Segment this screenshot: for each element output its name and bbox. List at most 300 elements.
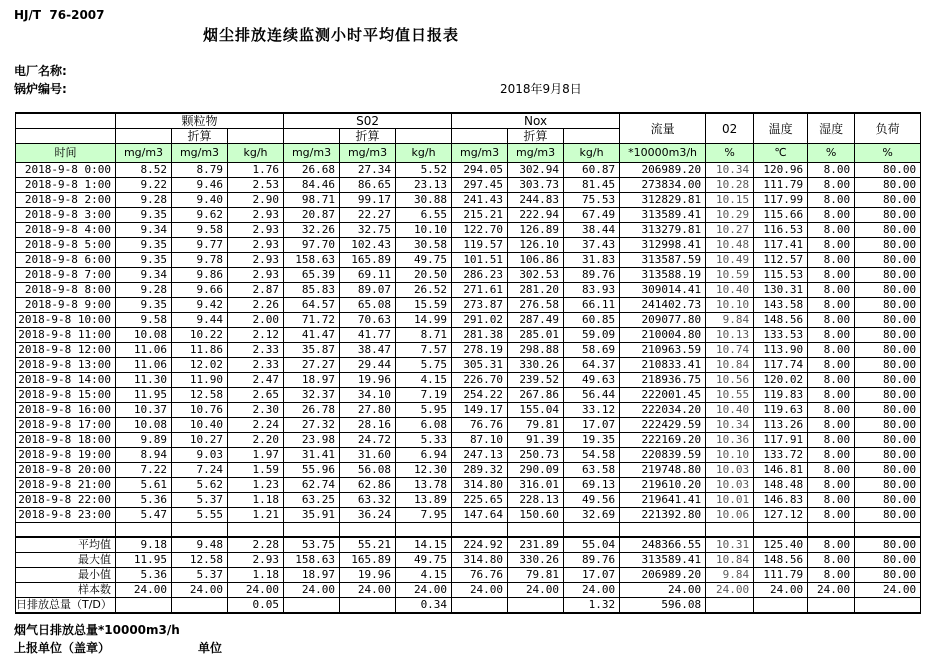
col-group-nox: Nox xyxy=(452,113,620,129)
time-column-header: 时间 xyxy=(16,144,116,163)
summary-label-cell: 最小值 xyxy=(16,568,116,583)
value-cell: 273834.00 xyxy=(620,178,706,193)
header-empty-cell xyxy=(116,129,172,144)
value-cell: 62.74 xyxy=(284,478,340,493)
summary-value-cell: 125.40 xyxy=(754,537,808,553)
time-cell: 2018-9-8 16:00 xyxy=(16,403,116,418)
value-cell: 2.12 xyxy=(228,328,284,343)
summary-value-cell: 148.56 xyxy=(754,553,808,568)
boiler-number-label: 锅炉编号: xyxy=(14,82,67,96)
value-cell: 10.56 xyxy=(706,373,754,388)
summary-row xyxy=(16,598,921,614)
value-cell: 67.49 xyxy=(564,208,620,223)
value-cell: 241402.73 xyxy=(620,298,706,313)
value-cell: 10.28 xyxy=(706,178,754,193)
value-cell: 290.09 xyxy=(508,463,564,478)
summary-value-cell: 596.08 xyxy=(620,598,706,614)
table-row xyxy=(16,238,921,253)
value-cell: 27.34 xyxy=(340,163,396,178)
value-cell: 10.08 xyxy=(116,328,172,343)
value-cell: 27.80 xyxy=(340,403,396,418)
value-cell: 6.94 xyxy=(396,448,452,463)
value-cell: 10.22 xyxy=(172,328,228,343)
table-row xyxy=(16,388,921,403)
value-cell: 6.08 xyxy=(396,418,452,433)
summary-value-cell: 2.28 xyxy=(228,537,284,553)
value-cell: 13.89 xyxy=(396,493,452,508)
summary-value-cell: 1.18 xyxy=(228,568,284,583)
value-cell: 49.56 xyxy=(564,493,620,508)
value-cell: 11.06 xyxy=(116,358,172,373)
value-cell: 148.56 xyxy=(754,313,808,328)
value-cell: 10.34 xyxy=(706,163,754,178)
summary-value-cell: 17.07 xyxy=(564,568,620,583)
table-row xyxy=(16,418,921,433)
value-cell: 241.43 xyxy=(452,193,508,208)
value-cell: 87.10 xyxy=(452,433,508,448)
summary-row xyxy=(16,553,921,568)
unit-label: 单位 xyxy=(198,641,223,655)
summary-label-cell: 平均值 xyxy=(16,537,116,553)
value-cell: 38.47 xyxy=(340,343,396,358)
summary-value-cell: 8.00 xyxy=(808,537,855,553)
value-cell: 20.50 xyxy=(396,268,452,283)
value-cell: 267.86 xyxy=(508,388,564,403)
value-cell: 8.00 xyxy=(808,448,855,463)
value-cell: 9.03 xyxy=(172,448,228,463)
time-cell: 2018-9-8 15:00 xyxy=(16,388,116,403)
value-cell: 303.73 xyxy=(508,178,564,193)
col-group-so2: S02 xyxy=(284,113,452,129)
value-cell: 9.28 xyxy=(116,193,172,208)
value-cell: 60.85 xyxy=(564,313,620,328)
value-cell: 225.65 xyxy=(452,493,508,508)
time-cell: 2018-9-8 8:00 xyxy=(16,283,116,298)
value-cell: 9.35 xyxy=(116,298,172,313)
value-cell: 291.02 xyxy=(452,313,508,328)
value-cell: 80.00 xyxy=(855,358,921,373)
summary-label-cell: 最大值 xyxy=(16,553,116,568)
unit-cell: *10000m3/h xyxy=(620,144,706,163)
time-cell: 2018-9-8 2:00 xyxy=(16,193,116,208)
summary-value-cell: 10.84 xyxy=(706,553,754,568)
summary-value-cell: 24.00 xyxy=(116,583,172,598)
summary-value-cell: 0.34 xyxy=(396,598,452,614)
value-cell: 8.00 xyxy=(808,208,855,223)
value-cell: 2.00 xyxy=(228,313,284,328)
summary-value-cell: 9.84 xyxy=(706,568,754,583)
unit-cell: mg/m3 xyxy=(172,144,228,163)
summary-value-cell: 24.00 xyxy=(396,583,452,598)
value-cell: 76.76 xyxy=(452,418,508,433)
plant-name-label: 电厂名称: xyxy=(14,64,67,78)
value-cell: 119.57 xyxy=(452,238,508,253)
summary-value-cell: 248366.55 xyxy=(620,537,706,553)
value-cell: 112.57 xyxy=(754,253,808,268)
value-cell: 4.15 xyxy=(396,373,452,388)
table-row xyxy=(16,493,921,508)
value-cell: 80.00 xyxy=(855,388,921,403)
value-cell: 9.78 xyxy=(172,253,228,268)
value-cell: 8.00 xyxy=(808,478,855,493)
table-row xyxy=(16,463,921,478)
value-cell: 250.73 xyxy=(508,448,564,463)
value-cell: 81.45 xyxy=(564,178,620,193)
table-row xyxy=(16,478,921,493)
value-cell: 8.00 xyxy=(808,298,855,313)
value-cell: 155.04 xyxy=(508,403,564,418)
value-cell: 313589.41 xyxy=(620,208,706,223)
summary-value-cell: 24.00 xyxy=(508,583,564,598)
value-cell: 83.93 xyxy=(564,283,620,298)
summary-value-cell: 24.00 xyxy=(284,583,340,598)
value-cell: 34.10 xyxy=(340,388,396,403)
header-empty-cell xyxy=(16,129,116,144)
value-cell: 117.41 xyxy=(754,238,808,253)
value-cell: 313279.81 xyxy=(620,223,706,238)
summary-value-cell: 24.00 xyxy=(808,583,855,598)
value-cell: 80.00 xyxy=(855,343,921,358)
value-cell: 80.00 xyxy=(855,373,921,388)
value-cell: 58.69 xyxy=(564,343,620,358)
value-cell: 146.83 xyxy=(754,493,808,508)
value-cell: 69.11 xyxy=(340,268,396,283)
value-cell: 330.26 xyxy=(508,358,564,373)
converted-label-pm: 折算 xyxy=(172,129,228,144)
value-cell: 10.10 xyxy=(396,223,452,238)
value-cell: 316.01 xyxy=(508,478,564,493)
value-cell: 9.89 xyxy=(116,433,172,448)
value-cell: 66.11 xyxy=(564,298,620,313)
value-cell: 222034.20 xyxy=(620,403,706,418)
value-cell: 215.21 xyxy=(452,208,508,223)
value-cell: 8.00 xyxy=(808,433,855,448)
value-cell: 7.95 xyxy=(396,508,452,523)
value-cell: 222.94 xyxy=(508,208,564,223)
table-row xyxy=(16,253,921,268)
value-cell: 120.96 xyxy=(754,163,808,178)
header-empty-cell xyxy=(16,113,116,129)
summary-row xyxy=(16,583,921,598)
value-cell: 59.09 xyxy=(564,328,620,343)
value-cell: 10.40 xyxy=(706,403,754,418)
value-cell: 7.19 xyxy=(396,388,452,403)
value-cell: 49.63 xyxy=(564,373,620,388)
value-cell: 148.48 xyxy=(754,478,808,493)
value-cell: 222169.20 xyxy=(620,433,706,448)
time-cell: 2018-9-8 7:00 xyxy=(16,268,116,283)
summary-value-cell: 49.75 xyxy=(396,553,452,568)
value-cell: 2.93 xyxy=(228,208,284,223)
value-cell: 309014.41 xyxy=(620,283,706,298)
value-cell: 65.08 xyxy=(340,298,396,313)
value-cell: 5.52 xyxy=(396,163,452,178)
summary-value-cell: 24.00 xyxy=(620,583,706,598)
time-cell: 2018-9-8 11:00 xyxy=(16,328,116,343)
table-row xyxy=(16,433,921,448)
summary-value-cell: 89.76 xyxy=(564,553,620,568)
value-cell: 10.76 xyxy=(172,403,228,418)
value-cell: 28.16 xyxy=(340,418,396,433)
value-cell: 31.60 xyxy=(340,448,396,463)
value-cell: 2.93 xyxy=(228,238,284,253)
summary-value-cell: 76.76 xyxy=(452,568,508,583)
value-cell: 2.33 xyxy=(228,343,284,358)
value-cell: 38.44 xyxy=(564,223,620,238)
value-cell: 8.79 xyxy=(172,163,228,178)
value-cell: 150.60 xyxy=(508,508,564,523)
value-cell: 10.55 xyxy=(706,388,754,403)
header-empty-cell xyxy=(396,129,452,144)
value-cell: 209077.80 xyxy=(620,313,706,328)
value-cell: 8.00 xyxy=(808,163,855,178)
value-cell: 10.74 xyxy=(706,343,754,358)
value-cell: 32.26 xyxy=(284,223,340,238)
summary-value-cell: 14.15 xyxy=(396,537,452,553)
value-cell: 9.35 xyxy=(116,253,172,268)
value-cell: 294.05 xyxy=(452,163,508,178)
table-row xyxy=(16,268,921,283)
summary-value-cell: 314.80 xyxy=(452,553,508,568)
value-cell: 9.66 xyxy=(172,283,228,298)
value-cell: 8.94 xyxy=(116,448,172,463)
summary-value-cell xyxy=(706,598,754,614)
value-cell: 206989.20 xyxy=(620,163,706,178)
value-cell: 14.99 xyxy=(396,313,452,328)
value-cell: 5.62 xyxy=(172,478,228,493)
value-cell: 63.25 xyxy=(284,493,340,508)
summary-value-cell: 79.81 xyxy=(508,568,564,583)
table-row xyxy=(16,328,921,343)
table-row xyxy=(16,373,921,388)
value-cell: 10.40 xyxy=(172,418,228,433)
value-cell: 8.00 xyxy=(808,253,855,268)
value-cell: 9.40 xyxy=(172,193,228,208)
value-cell: 84.46 xyxy=(284,178,340,193)
value-cell: 8.00 xyxy=(808,493,855,508)
value-cell: 9.44 xyxy=(172,313,228,328)
value-cell: 2.30 xyxy=(228,403,284,418)
summary-value-cell: 231.89 xyxy=(508,537,564,553)
value-cell: 36.24 xyxy=(340,508,396,523)
summary-value-cell: 24.00 xyxy=(706,583,754,598)
summary-value-cell xyxy=(340,598,396,614)
header-empty-cell xyxy=(284,129,340,144)
value-cell: 11.90 xyxy=(172,373,228,388)
value-cell: 7.22 xyxy=(116,463,172,478)
unit-cell: mg/m3 xyxy=(340,144,396,163)
value-cell: 33.12 xyxy=(564,403,620,418)
summary-value-cell: 80.00 xyxy=(855,537,921,553)
value-cell: 286.23 xyxy=(452,268,508,283)
summary-value-cell xyxy=(508,598,564,614)
value-cell: 9.42 xyxy=(172,298,228,313)
value-cell: 8.00 xyxy=(808,193,855,208)
summary-value-cell xyxy=(284,598,340,614)
time-cell: 2018-9-8 22:00 xyxy=(16,493,116,508)
value-cell: 8.00 xyxy=(808,463,855,478)
value-cell: 80.00 xyxy=(855,463,921,478)
table-row xyxy=(16,193,921,208)
value-cell: 2.20 xyxy=(228,433,284,448)
value-cell: 26.68 xyxy=(284,163,340,178)
value-cell: 297.45 xyxy=(452,178,508,193)
value-cell: 8.00 xyxy=(808,388,855,403)
unit-cell: % xyxy=(808,144,855,163)
value-cell: 37.43 xyxy=(564,238,620,253)
value-cell: 2.26 xyxy=(228,298,284,313)
value-cell: 9.35 xyxy=(116,238,172,253)
value-cell: 7.24 xyxy=(172,463,228,478)
value-cell: 62.86 xyxy=(340,478,396,493)
value-cell: 80.00 xyxy=(855,283,921,298)
value-cell: 91.39 xyxy=(508,433,564,448)
value-cell: 219610.20 xyxy=(620,478,706,493)
value-cell: 273.87 xyxy=(452,298,508,313)
value-cell: 10.59 xyxy=(706,268,754,283)
value-cell: 98.71 xyxy=(284,193,340,208)
value-cell: 127.12 xyxy=(754,508,808,523)
value-cell: 80.00 xyxy=(855,268,921,283)
value-cell: 10.01 xyxy=(706,493,754,508)
value-cell: 86.65 xyxy=(340,178,396,193)
value-cell: 31.41 xyxy=(284,448,340,463)
value-cell: 8.00 xyxy=(808,508,855,523)
time-cell: 2018-9-8 13:00 xyxy=(16,358,116,373)
summary-value-cell: 12.58 xyxy=(172,553,228,568)
value-cell: 111.79 xyxy=(754,178,808,193)
value-cell: 278.19 xyxy=(452,343,508,358)
value-cell: 254.22 xyxy=(452,388,508,403)
value-cell: 10.37 xyxy=(116,403,172,418)
summary-label-cell: 日排放总量（T/D） xyxy=(16,598,116,614)
table-row xyxy=(16,223,921,238)
value-cell: 8.00 xyxy=(808,358,855,373)
value-cell: 276.58 xyxy=(508,298,564,313)
value-cell: 2.65 xyxy=(228,388,284,403)
unit-cell: kg/h xyxy=(564,144,620,163)
summary-value-cell: 5.37 xyxy=(172,568,228,583)
value-cell: 19.35 xyxy=(564,433,620,448)
value-cell: 9.22 xyxy=(116,178,172,193)
value-cell: 8.00 xyxy=(808,283,855,298)
flow-total-note: 烟气日排放总量*10000m3/h xyxy=(14,623,180,637)
value-cell: 10.03 xyxy=(706,478,754,493)
value-cell: 41.77 xyxy=(340,328,396,343)
summary-value-cell: 11.95 xyxy=(116,553,172,568)
value-cell: 210004.80 xyxy=(620,328,706,343)
summary-value-cell: 24.00 xyxy=(855,583,921,598)
value-cell: 8.00 xyxy=(808,343,855,358)
value-cell: 10.13 xyxy=(706,328,754,343)
value-cell: 1.23 xyxy=(228,478,284,493)
value-cell: 9.34 xyxy=(116,223,172,238)
header-group-row xyxy=(16,113,921,129)
value-cell: 13.78 xyxy=(396,478,452,493)
value-cell: 64.37 xyxy=(564,358,620,373)
value-cell: 119.83 xyxy=(754,388,808,403)
value-cell: 10.40 xyxy=(706,283,754,298)
value-cell: 70.63 xyxy=(340,313,396,328)
value-cell: 298.88 xyxy=(508,343,564,358)
table-row xyxy=(16,313,921,328)
value-cell: 281.20 xyxy=(508,283,564,298)
summary-value-cell xyxy=(452,598,508,614)
value-cell: 113.26 xyxy=(754,418,808,433)
value-cell: 133.53 xyxy=(754,328,808,343)
value-cell: 64.57 xyxy=(284,298,340,313)
value-cell: 5.95 xyxy=(396,403,452,418)
summary-value-cell: 4.15 xyxy=(396,568,452,583)
header-empty-cell xyxy=(228,129,284,144)
summary-value-cell: 19.96 xyxy=(340,568,396,583)
table-row xyxy=(16,403,921,418)
summary-value-cell: 330.26 xyxy=(508,553,564,568)
value-cell: 2.33 xyxy=(228,358,284,373)
time-cell: 2018-9-8 23:00 xyxy=(16,508,116,523)
value-cell: 106.86 xyxy=(508,253,564,268)
value-cell: 8.00 xyxy=(808,418,855,433)
value-cell: 80.00 xyxy=(855,328,921,343)
value-cell: 27.27 xyxy=(284,358,340,373)
value-cell: 130.31 xyxy=(754,283,808,298)
value-cell: 97.70 xyxy=(284,238,340,253)
value-cell: 30.88 xyxy=(396,193,452,208)
summary-value-cell: 80.00 xyxy=(855,568,921,583)
value-cell: 69.13 xyxy=(564,478,620,493)
table-row xyxy=(16,508,921,523)
value-cell: 10.10 xyxy=(706,448,754,463)
value-cell: 312829.81 xyxy=(620,193,706,208)
value-cell: 2.90 xyxy=(228,193,284,208)
value-cell: 80.00 xyxy=(855,223,921,238)
value-cell: 10.36 xyxy=(706,433,754,448)
value-cell: 119.63 xyxy=(754,403,808,418)
table-row xyxy=(16,178,921,193)
value-cell: 23.98 xyxy=(284,433,340,448)
value-cell: 116.53 xyxy=(754,223,808,238)
value-cell: 117.99 xyxy=(754,193,808,208)
value-cell: 2.24 xyxy=(228,418,284,433)
value-cell: 12.30 xyxy=(396,463,452,478)
value-cell: 80.00 xyxy=(855,208,921,223)
summary-value-cell: 8.00 xyxy=(808,568,855,583)
col-header-load: 负荷 xyxy=(855,113,921,144)
unit-row xyxy=(16,144,921,163)
value-cell: 10.27 xyxy=(172,433,228,448)
summary-value-cell: 111.79 xyxy=(754,568,808,583)
summary-row xyxy=(16,537,921,553)
value-cell: 271.61 xyxy=(452,283,508,298)
value-cell: 313588.19 xyxy=(620,268,706,283)
value-cell: 1.97 xyxy=(228,448,284,463)
summary-value-cell xyxy=(172,598,228,614)
value-cell: 8.00 xyxy=(808,268,855,283)
value-cell: 9.46 xyxy=(172,178,228,193)
value-cell: 120.02 xyxy=(754,373,808,388)
value-cell: 218936.75 xyxy=(620,373,706,388)
value-cell: 1.18 xyxy=(228,493,284,508)
value-cell: 10.15 xyxy=(706,193,754,208)
summary-value-cell: 2.93 xyxy=(228,553,284,568)
time-cell: 2018-9-8 3:00 xyxy=(16,208,116,223)
value-cell: 222429.59 xyxy=(620,418,706,433)
value-cell: 126.89 xyxy=(508,223,564,238)
value-cell: 32.75 xyxy=(340,223,396,238)
value-cell: 8.00 xyxy=(808,178,855,193)
value-cell: 71.72 xyxy=(284,313,340,328)
value-cell: 5.36 xyxy=(116,493,172,508)
